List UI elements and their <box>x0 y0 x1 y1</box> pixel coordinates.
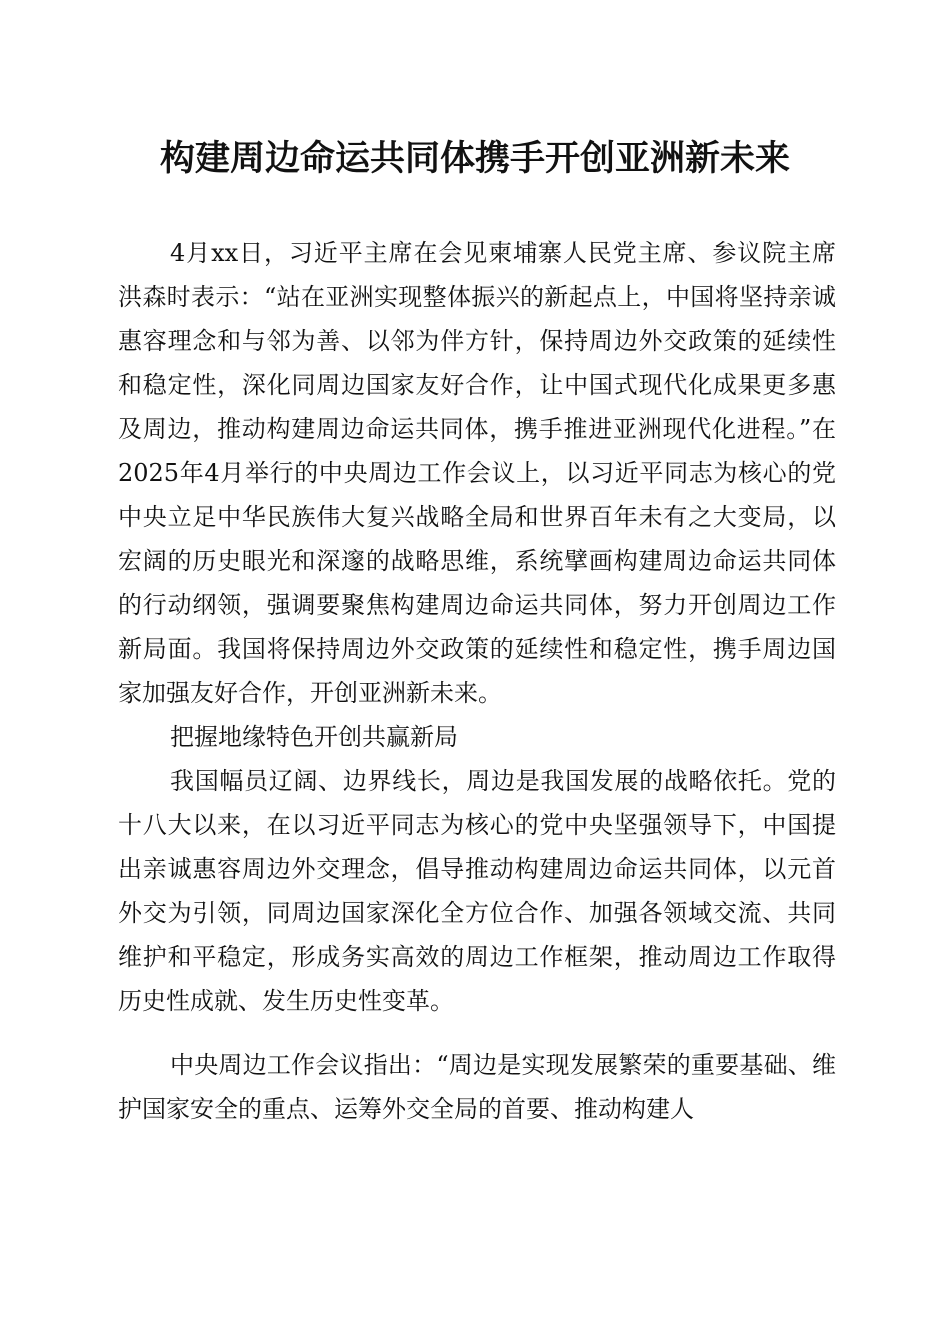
document-body <box>118 231 836 1131</box>
document-title: 构建周边命运共同体携手开创亚洲新未来 <box>159 138 790 179</box>
section-heading: 把握地缘特色开创共赢新局 <box>170 723 458 751</box>
paragraph-section-2: 中央周边工作会议指出：“周边是实现发展繁荣的重要基础、维护国家安全的重点、运筹外交全局的首要、推动构建人 <box>118 1051 836 1123</box>
paragraph-section-1: 我国幅员辽阔、边界线长，周边是我国发展的战略依托。党的十八大以来，在以习近平同志为核心的党中央坚强领导下，中国提出亲诚惠容周边外交理念，倡导推动构建周边命运共同体，以元首外交为引领，同周边国家深化全方位合作、加强各领域交流、共同维护和平稳定，形成务实高效的周边工作框架，推动周边工作取得历史性成就、发生历史性变革。 <box>118 767 836 1015</box>
paragraph-intro: 4月xx日，习近平主席在会见柬埔寨人民党主席、参议院主席洪森时表示：“站在亚洲实现整体振兴的新起点上，中国将坚持亲诚惠容理念和与邻为善、以邻为伴方针，保持周边外交政策的延续性和稳定性，深化同周边国家友好合作，让中国式现代化成果更多惠及周边，推动构建周边命运共同体，携手推进亚洲现代化进程。”在2025年4月举行的中央周边工作会议上，以习近平同志为核心的党中央立足中华民族伟大复兴战略全局和世界百年未有之大变局，以宏阔的历史眼光和深邃的战略思维，系统擘画构建周边命运共同体的行动纲领，强调要聚焦构建周边命运共同体，努力开创周边工作新局面。我国将保持周边外交政策的延续性和稳定性，携手周边国家加强友好合作，开创亚洲新未来。 <box>118 239 836 707</box>
